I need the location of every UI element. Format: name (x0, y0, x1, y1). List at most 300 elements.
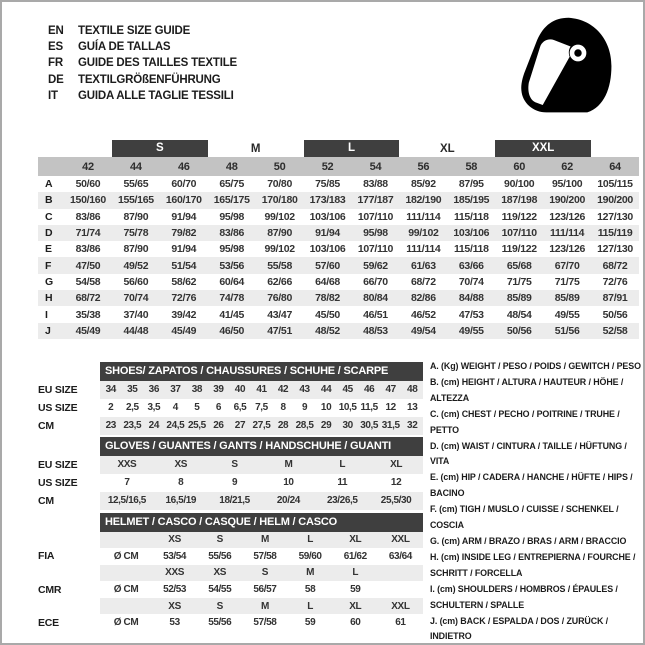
row-label (38, 532, 100, 549)
size-letter: L (352, 567, 359, 579)
language-row (48, 23, 237, 39)
size-value: 82/86 (410, 292, 436, 305)
size-letter: XXS (165, 567, 184, 579)
size-value: 111/114 (550, 227, 585, 240)
language-code: IT (48, 89, 58, 102)
title-spacer (38, 362, 100, 381)
size-value: 71/75 (554, 275, 580, 288)
size-value: 23/26,5 (326, 495, 358, 506)
size-value: 115/118 (453, 243, 489, 256)
language-row (48, 39, 237, 55)
size-value: 25,5/30 (380, 495, 412, 506)
size-value: 95/98 (219, 210, 245, 223)
size-value: 25,5 (187, 420, 206, 431)
size-value: 60/70 (171, 178, 197, 191)
size-value: 79/82 (171, 227, 197, 240)
size-group-m: M (250, 142, 261, 155)
size-value: 55/56 (208, 617, 232, 629)
size-value: 29 (320, 420, 332, 431)
size-letter: XS (168, 600, 181, 612)
row-label: I (45, 308, 48, 321)
size-value: 83/86 (75, 243, 101, 256)
size-letter: S (261, 567, 269, 579)
size-value: 127/130 (597, 210, 633, 223)
row-label: US SIZE (38, 401, 78, 414)
size-value: 59/62 (363, 259, 388, 272)
legend-item: H. (cm) INSIDE LEG / ENTREPIERNA / FOURCHE / SCHRITT / FORCELLA (430, 551, 636, 578)
shoes-size-table (38, 362, 423, 435)
size-value: XS (174, 459, 188, 470)
size-value: 83/86 (219, 227, 245, 240)
helmet-sizes-row (38, 565, 423, 582)
size-value: 51/54 (171, 259, 197, 272)
size-value: 48 (407, 384, 418, 395)
size-value: 49/52 (123, 259, 149, 272)
size-value: 44 (320, 384, 332, 395)
measure-row-j (38, 323, 639, 339)
size-value: 20/24 (276, 495, 300, 506)
size-letter: S (216, 600, 223, 612)
size-value: 48/53 (363, 324, 388, 337)
row-label: US SIZE (38, 476, 78, 489)
size-number: 56 (417, 160, 430, 173)
size-value: 47/51 (267, 324, 292, 337)
size-value: 155/165 (117, 194, 154, 207)
guide-title: GUÍA DE TALLAS (78, 41, 171, 54)
language-row (48, 88, 237, 104)
size-value: 71/74 (75, 227, 101, 240)
size-value: 52/53 (163, 584, 187, 596)
row-label: A (45, 178, 53, 191)
size-value: 170/180 (261, 194, 298, 207)
size-value: 107/110 (501, 227, 537, 240)
size-value: 173/183 (309, 194, 346, 207)
language-row (48, 72, 237, 88)
size-value: 54/55 (208, 584, 232, 596)
size-number: 62 (561, 160, 573, 173)
size-value: 16,5/19 (165, 495, 197, 506)
size-value: 10 (320, 402, 332, 413)
size-value: 36 (148, 384, 159, 395)
size-value: 3,5 (147, 402, 161, 413)
size-value: 23,5 (123, 420, 142, 431)
size-value: 5 (194, 402, 200, 413)
size-value: 119/122 (501, 210, 537, 223)
size-value: 70/74 (458, 275, 484, 288)
row-label: CM (38, 494, 54, 507)
size-letter: XXL (391, 534, 410, 546)
size-value: 99/102 (264, 243, 295, 256)
table-row (38, 381, 423, 399)
row-label (38, 565, 100, 582)
size-value: L (339, 459, 346, 470)
gloves-size-table (38, 437, 423, 510)
size-letter: M (260, 534, 269, 546)
table-row (38, 492, 423, 510)
size-value: 30,5 (360, 420, 379, 431)
size-value: 46/52 (410, 308, 436, 321)
size-value: 41 (256, 384, 267, 395)
size-letter: L (307, 534, 313, 546)
size-value: 37 (170, 384, 181, 395)
size-value: 91/94 (315, 227, 340, 240)
size-value: 11 (337, 477, 348, 488)
size-number: 60 (513, 160, 526, 173)
row-label: EU SIZE (38, 383, 78, 396)
size-number-row (38, 157, 639, 176)
size-value: 7 (124, 477, 130, 488)
size-value: 87/90 (267, 227, 292, 240)
size-value: M (284, 459, 293, 470)
size-value: 9 (301, 402, 308, 413)
row-values (100, 381, 423, 399)
size-value: 60/64 (219, 275, 245, 288)
size-value: 90/100 (504, 178, 535, 191)
size-value: 60 (350, 617, 361, 629)
legend-item: F. (cm) TIGH / MUSLO / CUISSE / SCHENKEL / COSCIA (430, 504, 619, 531)
size-number: 50 (273, 160, 286, 173)
size-value: 62/66 (267, 275, 292, 288)
size-value: 76/80 (267, 292, 292, 305)
textile-size-table (38, 140, 639, 339)
size-value: 27 (234, 420, 246, 431)
size-value: 177/187 (357, 194, 394, 207)
size-value: 57/60 (315, 259, 340, 272)
size-value: 45/49 (171, 324, 197, 337)
measure-row-e (38, 241, 639, 257)
size-letter: M (260, 600, 269, 612)
size-value: 46/50 (219, 324, 245, 337)
guide-title: TEXTILE SIZE GUIDE (78, 25, 191, 37)
size-value: 41/45 (219, 308, 245, 321)
size-value: 115/119 (597, 227, 633, 240)
size-group-xl: XL (439, 142, 455, 155)
size-value: 80/84 (363, 292, 388, 305)
size-value: 23 (105, 420, 116, 431)
size-value: 49/55 (554, 308, 580, 321)
size-value: 45 (342, 384, 353, 395)
size-value: 123/126 (549, 243, 586, 256)
legend-item: D. (cm) WAIST / CINTURA / TAILLE / HÜFTUNG / VITA (430, 440, 627, 467)
size-value: 56/60 (123, 275, 149, 288)
legend-item: B. (cm) HEIGHT / ALTURA / HAUTEUR / HÖHE / ALTEZZA (430, 376, 624, 403)
size-value: 8 (280, 402, 286, 413)
size-value: 40 (234, 384, 246, 395)
size-letter: XL (349, 600, 362, 612)
size-value: 54/58 (75, 275, 101, 288)
standard-values (100, 581, 423, 598)
size-value: 10,5 (338, 402, 357, 413)
size-value: 68/72 (75, 292, 101, 305)
title-spacer (38, 437, 100, 456)
size-group-l: L (304, 140, 400, 157)
size-value: 24 (148, 420, 159, 431)
measure-row-a (38, 176, 639, 192)
size-letter: XS (213, 567, 227, 579)
size-value: 185/195 (453, 194, 490, 207)
size-value: 4 (172, 402, 178, 413)
size-value: 56/57 (253, 584, 277, 596)
size-value: 31,5 (381, 420, 400, 431)
size-value: 50/56 (602, 308, 628, 321)
measure-row-h (38, 290, 639, 306)
size-value: 85/89 (554, 292, 580, 305)
size-value: 95/98 (363, 227, 388, 240)
size-value: 84/88 (458, 292, 484, 305)
size-value: 85/92 (410, 178, 436, 191)
size-value: 74/78 (219, 292, 245, 305)
size-value: 52/58 (602, 324, 628, 337)
row-values (100, 456, 423, 474)
table-title-row (38, 437, 423, 456)
size-value: 78/82 (315, 292, 340, 305)
size-value: 45/50 (315, 308, 340, 321)
size-group-row (38, 140, 639, 157)
size-value: 37/40 (123, 308, 149, 321)
measure-row-g (38, 274, 639, 290)
size-value: 50/56 (506, 324, 532, 337)
size-value: 61 (395, 617, 406, 629)
size-value: 111/114 (406, 210, 441, 223)
helmet-icon-graphic (509, 14, 621, 118)
size-value: 24,5 (166, 420, 185, 431)
size-value: 46/51 (363, 308, 388, 321)
helmet-size-table (38, 513, 423, 631)
size-value: 48/52 (315, 324, 340, 337)
size-value: 6 (215, 402, 221, 413)
size-value: 55/65 (123, 178, 149, 191)
size-value: 182/190 (405, 194, 442, 207)
size-value: 115/118 (453, 210, 489, 223)
legend-item: E. (cm) HIP / CADERA / HANCHE / HÜFTE / HIPS / BACINO (430, 472, 633, 499)
standard-label: CMR (38, 583, 62, 596)
title-spacer (38, 513, 100, 532)
size-value: 28,5 (295, 420, 314, 431)
legend-item: G. (cm) ARM / BRAZO / BRAS / ARM / BRACCIO (430, 535, 627, 546)
size-value: 107/110 (357, 243, 394, 256)
size-number: 58 (465, 160, 478, 173)
table-row (38, 474, 423, 492)
sizes-values (100, 598, 423, 615)
size-group-xxl: XXL (495, 140, 591, 157)
size-value: 44/48 (123, 324, 149, 337)
language-row (48, 55, 237, 71)
row-values (100, 417, 423, 435)
size-value: 165/175 (213, 194, 250, 207)
size-value: 107/110 (357, 210, 394, 223)
measure-row-f (38, 257, 639, 273)
row-values (100, 474, 423, 492)
table-title: GLOVES / GUANTES / GANTS / HANDSCHUHE / GUANTI (100, 437, 423, 456)
size-value: 2 (108, 402, 114, 413)
size-value: 53/56 (219, 259, 245, 272)
table-row (38, 417, 423, 435)
row-label: F (45, 259, 52, 272)
standard-label: ECE (38, 616, 59, 629)
row-label: EU SIZE (38, 458, 78, 471)
size-letter: M (306, 567, 315, 579)
guide-title: GUIDA ALLE TAGLIE TESSILI (78, 89, 234, 102)
size-value: 63/66 (458, 259, 484, 272)
language-header (48, 23, 237, 104)
size-value: 55/58 (267, 259, 292, 272)
size-value: 63/64 (388, 550, 412, 562)
size-value: 30 (342, 420, 353, 431)
size-value: 11,5 (360, 402, 378, 413)
size-value: 59 (350, 584, 361, 596)
size-value: 67/70 (554, 259, 580, 272)
size-number: 64 (609, 160, 621, 173)
size-value: 10 (283, 477, 294, 488)
size-group-s: S (112, 140, 208, 157)
size-value: 111/114 (406, 243, 441, 256)
helmet-sizes-row (38, 598, 423, 615)
row-values (100, 399, 423, 417)
table-title-row (38, 362, 423, 381)
size-value: 160/170 (165, 194, 202, 207)
size-value: 150/160 (70, 194, 106, 207)
size-value: 49/55 (458, 324, 484, 337)
size-letter: L (307, 600, 313, 612)
size-value: 190/200 (549, 194, 586, 207)
size-value: 61/62 (343, 550, 367, 562)
size-value: 70/80 (267, 178, 292, 191)
size-value: 119/122 (501, 243, 537, 256)
legend-item: C. (cm) CHEST / PECHO / POITRINE / TRUHE / PETTO (430, 408, 620, 435)
size-value: 35/38 (75, 308, 101, 321)
size-value: 28 (277, 420, 289, 431)
size-value: 66/70 (363, 275, 388, 288)
helmet-standard-row (38, 581, 423, 598)
size-value: 12 (385, 402, 396, 413)
table-row (38, 456, 423, 474)
size-value: 72/76 (171, 292, 197, 305)
size-value: 26 (213, 420, 224, 431)
size-value: 2,5 (125, 402, 139, 413)
standard-label: FIA (38, 550, 55, 563)
size-value: 75/85 (315, 178, 340, 191)
size-number: 42 (82, 160, 94, 173)
standard-values (100, 614, 423, 631)
size-value: 47/50 (75, 259, 101, 272)
size-value: 58/62 (171, 275, 197, 288)
size-value: 57/58 (253, 550, 277, 562)
size-value: 65/75 (219, 178, 245, 191)
size-number: 44 (130, 160, 142, 173)
guide-title: GUIDE DES TAILLES TEXTILE (78, 57, 237, 70)
size-number: 48 (225, 160, 238, 173)
size-value: 72/76 (602, 275, 628, 288)
size-value: 9 (231, 477, 238, 488)
size-value: 32 (407, 420, 418, 431)
size-value: 27,5 (252, 420, 271, 431)
size-number: 52 (321, 160, 334, 173)
size-value: 127/130 (597, 243, 633, 256)
size-value: 35 (127, 384, 138, 395)
size-value: 70/74 (123, 292, 149, 305)
size-value: 87/90 (123, 243, 149, 256)
size-value: 91/94 (171, 210, 197, 223)
size-value: 71/75 (506, 275, 532, 288)
size-value: 53 (169, 617, 180, 629)
size-value: 12,5/16,5 (107, 495, 146, 506)
sizes-values (100, 532, 423, 549)
row-label: B (45, 194, 53, 207)
unit-label: Ø CM (113, 617, 139, 629)
size-value: 61/63 (410, 259, 436, 272)
standard-values (100, 548, 423, 565)
size-value: 57/58 (253, 617, 277, 629)
size-value: S (231, 459, 238, 470)
size-value: 95/98 (219, 243, 245, 256)
size-value: 8 (178, 477, 184, 488)
size-value: 64/68 (315, 275, 340, 288)
row-label (38, 598, 100, 615)
size-value: 58 (304, 584, 316, 596)
measure-row-d (38, 225, 639, 241)
size-value: 45/49 (75, 324, 101, 337)
size-value: 123/126 (549, 210, 586, 223)
size-value: 55/56 (208, 550, 232, 562)
language-code: EN (48, 25, 64, 37)
size-value: 103/106 (309, 243, 346, 256)
helmet-standard-row (38, 614, 423, 631)
size-value: 13 (407, 402, 418, 413)
language-code: DE (48, 73, 64, 86)
size-value: 103/106 (309, 210, 346, 223)
size-value: 46 (363, 384, 375, 395)
size-value: 95/100 (551, 178, 583, 191)
size-letter: S (216, 534, 223, 546)
size-value: 49/54 (410, 324, 436, 337)
size-value: 103/106 (453, 227, 490, 240)
size-value: 87/95 (458, 178, 484, 191)
row-label: D (45, 227, 53, 240)
measure-row-i (38, 306, 639, 322)
size-value: 87/91 (602, 292, 628, 305)
size-letter: XXL (391, 600, 410, 612)
size-value: 68/72 (602, 259, 628, 272)
legend-item: A. (Kg) WEIGHT / PESO / POIDS / GEWITCH / PESO (430, 361, 641, 371)
size-value: 18/21,5 (219, 495, 250, 506)
size-value: 50/60 (75, 178, 101, 191)
measurement-legend (430, 359, 645, 645)
size-value: 47 (385, 384, 396, 395)
size-value: 91/94 (171, 243, 197, 256)
unit-label: Ø CM (113, 550, 139, 562)
size-value: 51/56 (554, 324, 580, 337)
size-value: 38 (191, 384, 203, 395)
size-value: 43 (299, 384, 310, 395)
language-code: ES (48, 41, 63, 54)
size-value: 6,5 (233, 402, 247, 413)
size-value: 65/68 (506, 259, 532, 272)
size-value: 85/89 (506, 292, 532, 305)
row-label: J (45, 324, 51, 337)
unit-label: Ø CM (113, 584, 139, 596)
size-number: 54 (369, 160, 382, 173)
size-value: 39/42 (171, 308, 197, 321)
size-value: 34 (105, 384, 116, 395)
size-value: 47/53 (458, 308, 484, 321)
size-value: 87/90 (123, 210, 149, 223)
row-label: G (45, 275, 53, 288)
size-value: XL (390, 459, 403, 470)
table-title: HELMET / CASCO / CASQUE / HELM / CASCO (100, 513, 423, 532)
helmet-sizes-row (38, 532, 423, 549)
measure-row-c (38, 209, 639, 225)
guide-title: TEXTILGRÖßENFÜHRUNG (78, 73, 221, 86)
